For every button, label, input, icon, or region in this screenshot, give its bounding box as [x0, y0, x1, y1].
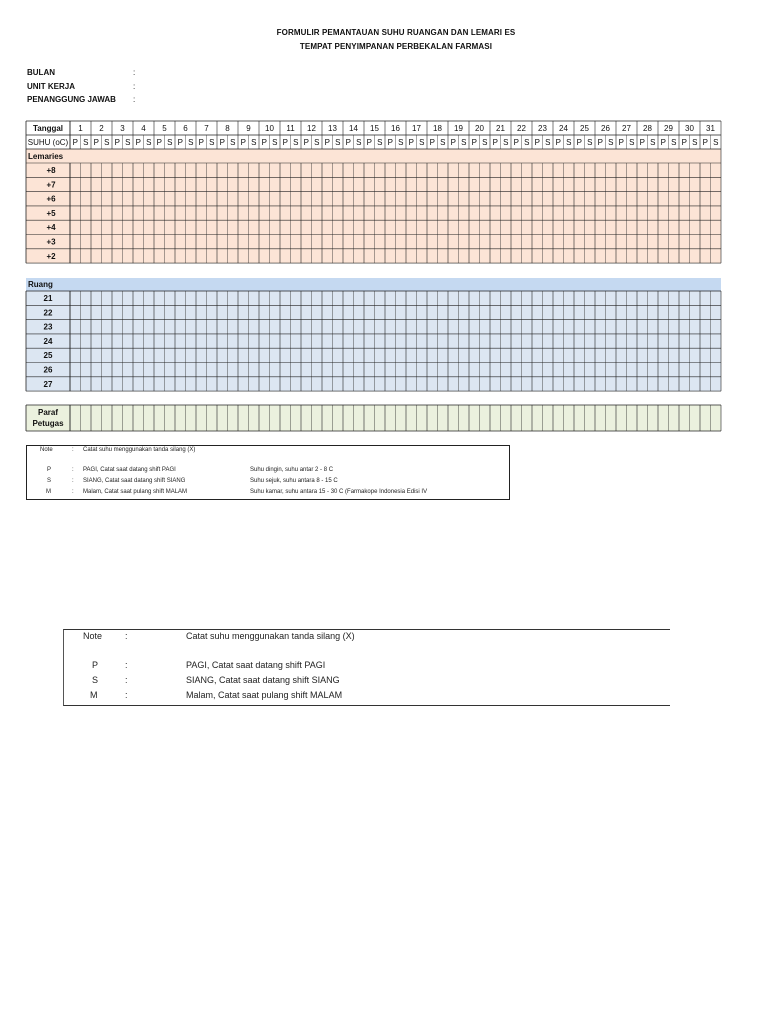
shift-code-p: P [660, 138, 666, 147]
note-colon: : [72, 447, 74, 453]
shift-code-s: S [209, 138, 215, 147]
shift-code-p: P [135, 138, 141, 147]
shift-code-s: S [482, 138, 488, 147]
temperature-grid [0, 0, 768, 440]
day-number-label: 3 [120, 124, 125, 133]
ruang-header-fill [26, 278, 721, 291]
shift-code-p: P [282, 138, 288, 147]
day-number-label: 15 [370, 124, 379, 133]
shift-code-s: S [650, 138, 656, 147]
shift-code-s: S [104, 138, 110, 147]
meta-label-unit-kerja: UNIT KERJA [27, 82, 76, 91]
shift-code-s: S [692, 138, 698, 147]
form-title-line2: TEMPAT PENYIMPANAN PERBEKALAN FARMASI [299, 42, 493, 51]
shift-code-p: P [177, 138, 183, 147]
lemari-row-label: +4 [46, 223, 56, 233]
shift-code-s: S [713, 138, 719, 147]
meta-label-penanggung-jawab: PENANGGUNG JAWAB [27, 95, 116, 104]
ruang-section-label: Ruang [28, 280, 53, 289]
day-number-label: 11 [286, 124, 295, 133]
shift-code-p: P [450, 138, 456, 147]
shift-code-s: S [167, 138, 173, 147]
shift-code-p: P [93, 138, 99, 147]
shift-code-p: P [387, 138, 393, 147]
shift-code-p: P [618, 138, 624, 147]
shift-code-p: P [324, 138, 330, 147]
shift-code-p: P [555, 138, 561, 147]
shift-code-p: P [471, 138, 477, 147]
lemari-row-label: +3 [46, 237, 56, 247]
note-large-colon-p: : [125, 660, 128, 670]
note-box-large [63, 629, 670, 706]
shift-code-p: P [156, 138, 162, 147]
shift-code-s: S [545, 138, 551, 147]
day-number-label: 19 [454, 124, 463, 133]
note-large-text: Catat suhu menggunakan tanda silang (X) [186, 631, 355, 641]
note-colon-p: : [72, 467, 74, 473]
tanggal-header-label: Tanggal [32, 124, 64, 133]
shift-code-p: P [576, 138, 582, 147]
ruang-section-fill [26, 291, 721, 391]
shift-code-p: P [303, 138, 309, 147]
day-number-label: 5 [162, 124, 167, 133]
day-number-label: 23 [538, 124, 547, 133]
shift-code-p: P [345, 138, 351, 147]
ruang-row-label: 22 [43, 308, 53, 318]
shift-code-p: P [534, 138, 540, 147]
note-text-p: PAGI, Catat saat datang shift PAGI [83, 467, 176, 473]
shift-code-p: P [513, 138, 519, 147]
note-large-label: Note [83, 631, 103, 641]
shift-code-s: S [503, 138, 509, 147]
shift-code-p: P [492, 138, 498, 147]
note-large-text-p: PAGI, Catat saat datang shift PAGI [186, 660, 326, 670]
shift-code-p: P [429, 138, 435, 147]
day-number-label: 28 [643, 124, 652, 133]
note-colon-s: : [72, 478, 74, 484]
note-text-m: Malam, Catat saat pulang shift MALAM [83, 489, 188, 495]
note-desc-m: Suhu kamar, suhu antara 15 - 30 C (Farmakope Indonesia Edisi IV [250, 489, 428, 495]
shift-code-s: S [293, 138, 299, 147]
paraf-label: Paraf [37, 408, 59, 417]
day-number-label: 31 [706, 124, 715, 133]
shift-code-s: S [566, 138, 572, 147]
suhu-header-label: SUHU (oC) [27, 138, 69, 147]
note-large-text-m: Malam, Catat saat pulang shift MALAM [186, 690, 343, 700]
meta-colon-penanggung-jawab: : [133, 95, 136, 104]
meta-colon-bulan: : [133, 68, 136, 77]
note-large-colon-m: : [125, 690, 128, 700]
day-number-label: 12 [307, 124, 316, 133]
day-number-label: 6 [183, 124, 188, 133]
note-colon-m: : [72, 489, 74, 495]
shift-code-s: S [377, 138, 383, 147]
lemari-section-label: Lemaries [28, 152, 64, 161]
note-desc-p: Suhu dingin, suhu antar 2 - 8 C [250, 467, 334, 473]
meta-label-bulan: BULAN [27, 68, 55, 77]
shift-code-p: P [408, 138, 414, 147]
note-large-code-s: S [92, 675, 99, 685]
note-desc-s: Suhu sejuk, suhu antara 8 - 15 C [250, 478, 338, 484]
shift-code-p: P [114, 138, 120, 147]
day-number-label: 7 [204, 124, 209, 133]
lemari-row-label: +6 [46, 194, 56, 204]
note-label: Note [40, 447, 53, 453]
day-number-label: 24 [559, 124, 568, 133]
shift-code-p: P [639, 138, 645, 147]
shift-code-s: S [125, 138, 131, 147]
day-number-label: 1 [78, 124, 83, 133]
day-number-label: 13 [328, 124, 337, 133]
note-code-m: M [46, 489, 51, 495]
shift-code-s: S [587, 138, 593, 147]
lemari-row-label: +5 [46, 208, 56, 218]
lemari-row-label: +7 [46, 180, 56, 190]
ruang-row-label: 23 [43, 322, 53, 332]
day-number-label: 21 [496, 124, 505, 133]
paraf-section-fill [26, 405, 721, 431]
note-text: Catat suhu menggunakan tanda silang (X) [83, 447, 196, 453]
shift-code-s: S [314, 138, 320, 147]
day-number-label: 27 [622, 124, 631, 133]
shift-code-p: P [261, 138, 267, 147]
ruang-row-label: 25 [43, 351, 53, 361]
shift-code-s: S [419, 138, 425, 147]
lemari-row-label: +8 [46, 166, 56, 175]
shift-code-s: S [272, 138, 278, 147]
day-number-label: 16 [391, 124, 400, 133]
shift-code-s: S [461, 138, 467, 147]
lemari-row-label: +2 [46, 251, 56, 261]
shift-code-p: P [681, 138, 687, 147]
day-number-label: 4 [141, 124, 146, 133]
day-number-label: 14 [349, 124, 358, 133]
ruang-row-label: 24 [43, 336, 53, 346]
shift-code-s: S [524, 138, 530, 147]
shift-code-s: S [398, 138, 404, 147]
shift-code-s: S [83, 138, 89, 147]
day-number-label: 8 [225, 124, 230, 133]
meta-colon-unit-kerja: : [133, 82, 136, 91]
shift-code-s: S [629, 138, 635, 147]
ruang-row-label: 21 [43, 294, 53, 303]
shift-code-p: P [702, 138, 708, 147]
shift-code-p: P [219, 138, 225, 147]
shift-code-p: P [240, 138, 246, 147]
note-large-code-m: M [90, 690, 98, 700]
shift-code-s: S [188, 138, 194, 147]
note-large-colon-s: : [125, 675, 128, 685]
note-box-small [26, 445, 510, 500]
day-number-label: 26 [601, 124, 610, 133]
shift-code-p: P [72, 138, 78, 147]
shift-code-s: S [356, 138, 362, 147]
day-number-label: 20 [475, 124, 484, 133]
note-code-s: S [47, 478, 52, 484]
note-large-code-p: P [92, 660, 99, 670]
day-number-label: 22 [517, 124, 526, 133]
day-number-label: 2 [99, 124, 104, 133]
shift-code-s: S [146, 138, 152, 147]
ruang-row-label: 27 [43, 379, 53, 389]
shift-code-s: S [230, 138, 236, 147]
shift-code-s: S [671, 138, 677, 147]
shift-code-s: S [251, 138, 257, 147]
shift-code-s: S [335, 138, 341, 147]
day-number-label: 9 [246, 124, 251, 133]
shift-code-s: S [608, 138, 614, 147]
day-number-label: 25 [580, 124, 589, 133]
day-number-label: 10 [265, 124, 274, 133]
form-title-line1: FORMULIR PEMANTAUAN SUHU RUANGAN DAN LEMARI ES [276, 28, 516, 37]
shift-code-p: P [198, 138, 204, 147]
day-number-label: 18 [433, 124, 442, 133]
note-text-s: SIANG, Catat saat datang shift SIANG [83, 478, 186, 484]
petugas-label: Petugas [32, 419, 64, 428]
ruang-row-label: 26 [43, 365, 53, 375]
note-large-colon: : [125, 631, 128, 641]
shift-code-p: P [366, 138, 372, 147]
shift-code-s: S [440, 138, 446, 147]
note-large-text-s: SIANG, Catat saat datang shift SIANG [186, 675, 340, 685]
note-code-p: P [47, 467, 52, 473]
day-number-label: 30 [685, 124, 694, 133]
shift-code-p: P [597, 138, 603, 147]
day-number-label: 29 [664, 124, 673, 133]
day-number-label: 17 [412, 124, 421, 133]
